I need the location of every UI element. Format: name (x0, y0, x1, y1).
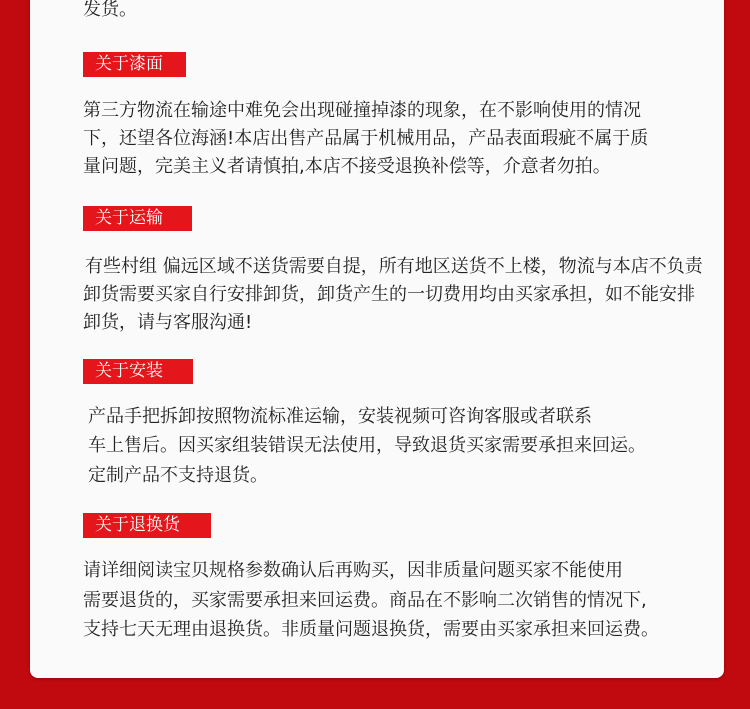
section-title-installation: 关于安装 (83, 359, 193, 384)
section-installation-line-1: 产品手把拆卸按照物流标准运输，安装视频可咨询客服或者联系 (88, 406, 592, 427)
section-shipping-line-2: 卸货需要买家自行安排卸货，卸货产生的一切费用均由买家承担，如不能安排 (83, 284, 695, 305)
section-title-returns: 关于退换货 (83, 513, 211, 538)
section-returns-line-1: 请详细阅读宝贝规格参数确认后再购买，因非质量问题买家不能使用 (83, 560, 623, 581)
section-paint-line-3: 量问题，完美主义者请慎拍,本店不接受退换补偿等，介意者勿拍。 (83, 156, 611, 177)
section-returns-line-2: 需要退货的，买家需要承担来回运费。商品在不影响二次销售的情况下, (83, 590, 647, 611)
intro-tail-text: 发货。 (83, 0, 137, 20)
section-installation-line-2: 车上售后。因买家组装错误无法使用，导致退货买家需要承担来回运。 (88, 435, 646, 456)
section-shipping-line-3: 卸货，请与客服沟通! (83, 312, 253, 333)
section-paint-line-1: 第三方物流在输途中难免会出现碰撞掉漆的现象，在不影响使用的情况 (83, 100, 641, 121)
section-paint-line-2: 下，还望各位海涵!本店出售产品属于机械用品，产品表面瑕疵不属于质 (83, 128, 649, 149)
section-title-paint: 关于漆面 (83, 52, 186, 77)
section-shipping-line-1: 有些村组 偏远区域不送货需要自提，所有地区送货不上楼，物流与本店不负责 (85, 256, 703, 277)
section-returns-line-3: 支持七天无理由退换货。非质量问题退换货，需要由买家承担来回运费。 (83, 619, 659, 640)
section-installation-line-3: 定制产品不支持退货。 (88, 465, 268, 486)
section-title-shipping: 关于运输 (83, 206, 192, 231)
